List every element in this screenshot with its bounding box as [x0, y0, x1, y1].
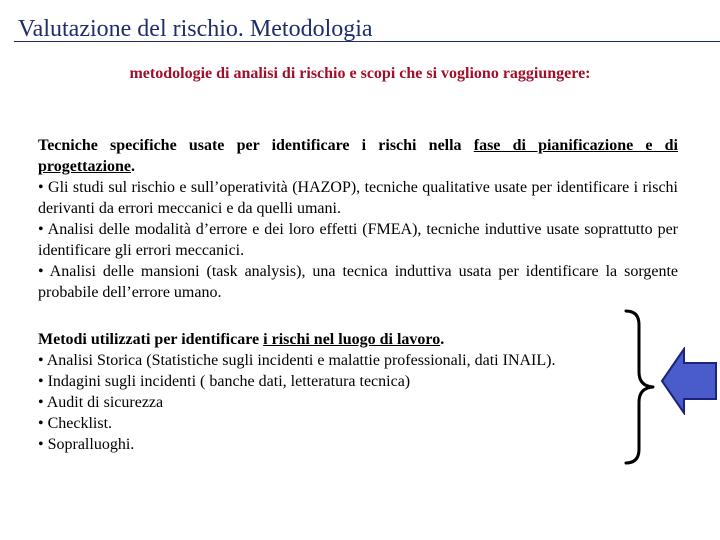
- list-item: • Indagini sugli incidenti ( banche dati, letteratura tecnica): [38, 373, 411, 390]
- list-item: • Analisi Storica (Statistiche sugli incidenti e malattie professionali, dati INAIL).: [38, 352, 556, 369]
- design-phase-heading: [38, 135, 678, 177]
- list-item: • Sopralluoghi.: [38, 436, 135, 453]
- design-phase-heading-end: .: [131, 158, 136, 175]
- page-title: Valutazione del rischio. Metodologia: [18, 16, 373, 42]
- design-phase-heading-underlined: fase di pianificazione e di progettazione: [38, 137, 678, 175]
- workplace-methods-section: [38, 329, 638, 455]
- list-item: • Gli studi sul rischio e sull’operatività (HAZOP), tecniche qualitative usate per identificare i rischi derivanti da errori meccanici e da quelli umani.: [38, 179, 678, 217]
- workplace-methods-heading-end: .: [440, 331, 445, 348]
- list-item: • Analisi delle mansioni (task analysis), una tecnica induttiva usata per identificare la sorgente probabile dell’errore umano.: [38, 263, 678, 301]
- left-arrow-icon: [660, 347, 718, 415]
- design-phase-techniques-section: [38, 135, 678, 303]
- design-phase-heading-text: Tecniche specifiche usate per identificare i rischi nella: [38, 137, 474, 154]
- list-item: • Checklist.: [38, 415, 113, 432]
- workplace-methods-heading: [38, 329, 638, 350]
- list-item: • Analisi delle modalità d’errore e dei loro effetti (FMEA), tecniche induttive usate soprattutto per identificare gli errori meccanici.: [38, 221, 678, 259]
- subtitle: metodologie di analisi di rischio e scopi che si vogliono raggiungere:: [129, 65, 591, 82]
- title-divider: [14, 41, 720, 42]
- list-item: • Audit di sicurezza: [38, 394, 164, 411]
- workplace-methods-heading-underlined: i rischi nel luogo di lavoro: [263, 331, 441, 348]
- right-brace-icon: [622, 308, 658, 466]
- workplace-methods-heading-text: Metodi utilizzati per identificare: [38, 331, 264, 348]
